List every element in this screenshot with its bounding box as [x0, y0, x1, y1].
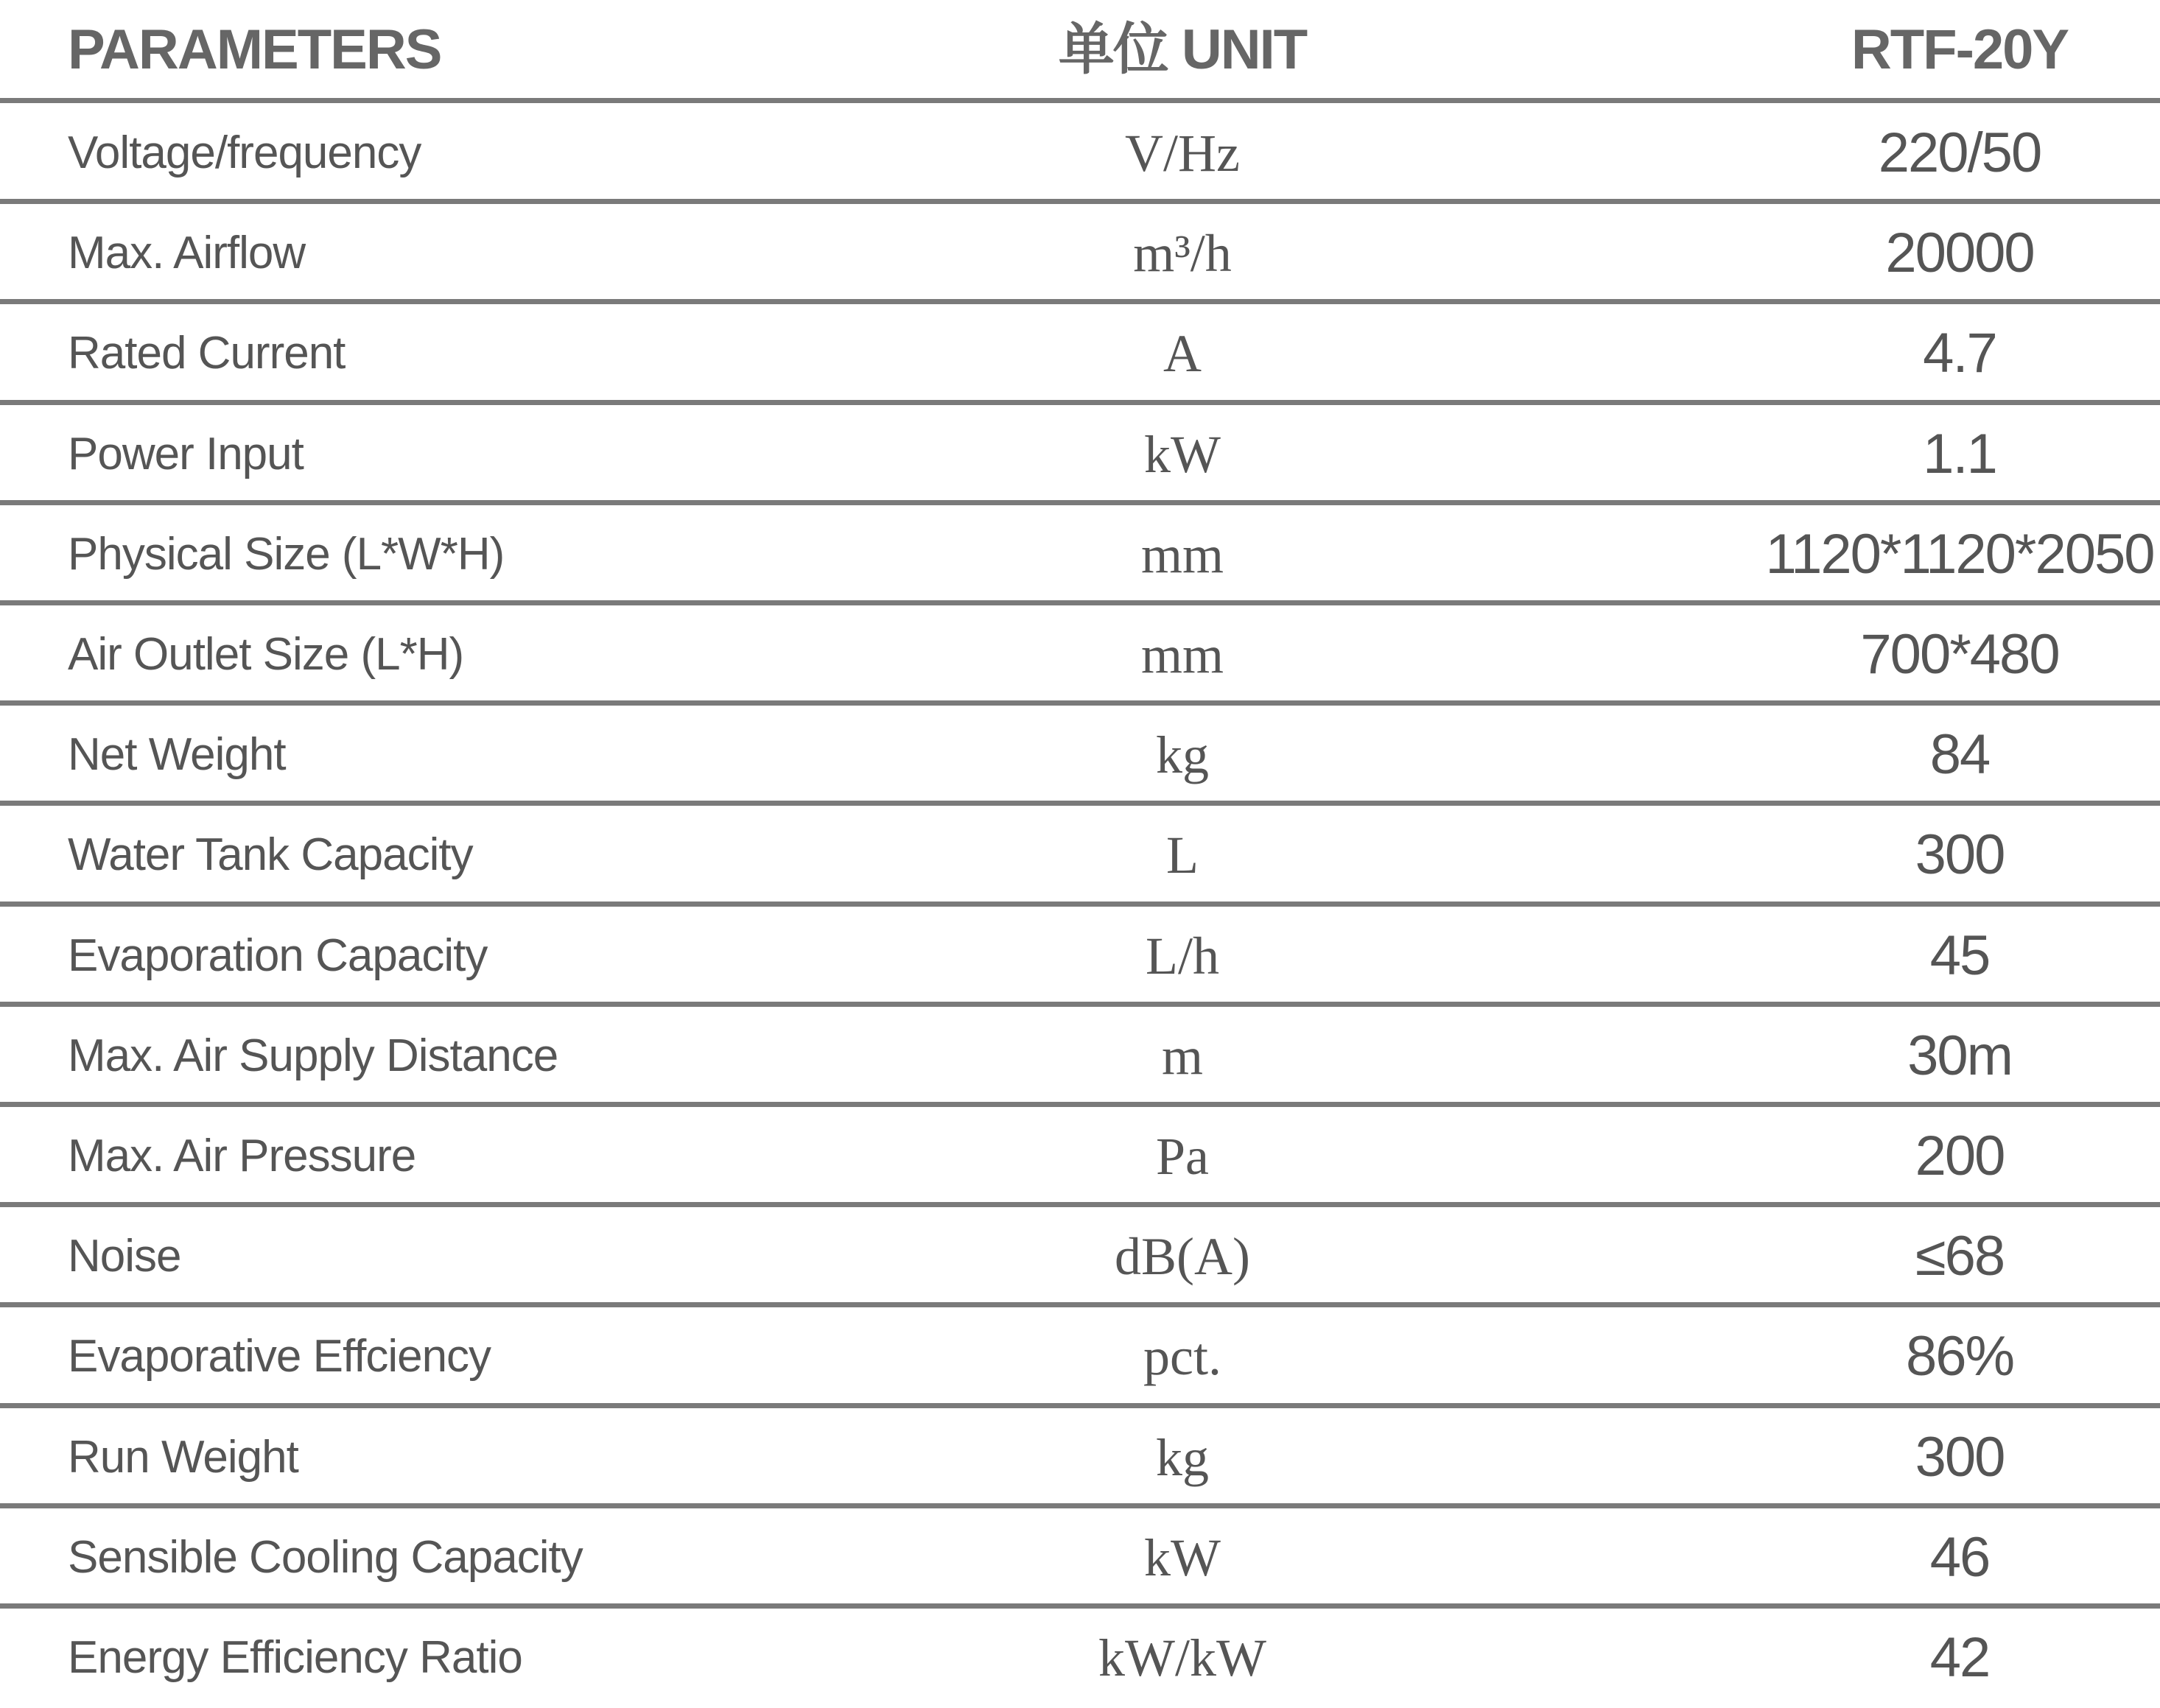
row-divider	[0, 98, 2160, 103]
unit-cell: L/h	[1146, 926, 1219, 985]
unit-cell: kg	[1156, 725, 1209, 785]
table-row	[0, 1508, 2160, 1608]
value-cell: 1120*1120*2050	[1765, 522, 2154, 586]
value-cell: 1.1	[1923, 422, 1996, 485]
header-model: RTF-20Y	[1851, 18, 2069, 81]
table-row	[0, 1106, 2160, 1206]
table-row	[0, 1006, 2160, 1106]
unit-cell: m	[1161, 1026, 1203, 1086]
value-cell: 20000	[1885, 222, 2034, 285]
value-cell: 300	[1915, 823, 2005, 887]
parameter-cell: Evaporative Effciency	[68, 1331, 491, 1382]
value-cell: 200	[1915, 1125, 2005, 1187]
unit-cell: kg	[1156, 1427, 1209, 1487]
table-row	[0, 1608, 2160, 1708]
table-row	[0, 404, 2160, 505]
parameter-cell: Noise	[68, 1231, 181, 1282]
unit-cell: m³/h	[1133, 224, 1232, 284]
value-cell: 300	[1915, 1425, 2005, 1489]
table-row	[0, 1307, 2160, 1407]
value-cell: 84	[1929, 723, 1990, 787]
unit-cell: Pa	[1156, 1127, 1209, 1186]
parameter-cell: Max. Air Pressure	[68, 1131, 416, 1181]
table-row	[0, 605, 2160, 705]
unit-cell: pct.	[1143, 1327, 1221, 1387]
value-cell: 46	[1929, 1525, 1990, 1589]
parameter-cell: Run Weight	[68, 1431, 298, 1483]
table-row	[0, 1206, 2160, 1307]
unit-cell: L	[1166, 826, 1199, 885]
value-cell: ≤68	[1915, 1225, 2005, 1288]
value-cell: 220/50	[1878, 122, 2041, 184]
table-row	[0, 303, 2160, 404]
unit-cell: kW	[1144, 424, 1221, 484]
value-cell: 700*480	[1860, 623, 2059, 686]
parameter-cell: Physical Size (L*W*H)	[68, 528, 505, 580]
table-row	[0, 805, 2160, 905]
parameter-cell: Energy Efficiency Ratio	[68, 1632, 522, 1683]
parameter-cell: Rated Current	[68, 328, 346, 379]
parameter-cell: Max. Air Supply Distance	[68, 1030, 558, 1081]
parameter-cell: Voltage/frequency	[68, 127, 421, 178]
header-unit: 单位 UNIT	[1058, 18, 1307, 81]
unit-cell: kW/kW	[1098, 1628, 1266, 1687]
value-cell: 86%	[1905, 1325, 2014, 1388]
unit-cell: A	[1163, 324, 1202, 384]
unit-cell: V/Hz	[1125, 124, 1240, 183]
unit-cell: mm	[1140, 625, 1224, 684]
unit-cell: kW	[1144, 1528, 1221, 1587]
value-cell: 30m	[1907, 1024, 2012, 1087]
parameter-cell: Net Weight	[68, 729, 286, 781]
parameter-cell: Power Input	[68, 428, 304, 479]
header-parameters: PARAMETERS	[68, 18, 441, 81]
parameter-cell: Max. Airflow	[68, 228, 306, 279]
parameter-cell: Evaporation Capacity	[68, 929, 488, 981]
table-row	[0, 203, 2160, 303]
value-cell: 42	[1929, 1626, 1990, 1689]
table-row	[0, 505, 2160, 605]
unit-cell: dB(A)	[1115, 1227, 1250, 1287]
table-row	[0, 1407, 2160, 1508]
table-row	[0, 906, 2160, 1006]
parameter-cell: Water Tank Capacity	[68, 829, 473, 881]
unit-cell: mm	[1140, 524, 1224, 584]
value-cell: 4.7	[1923, 322, 1996, 385]
parameter-cell: Sensible Cooling Capacity	[68, 1531, 583, 1583]
table-row	[0, 705, 2160, 805]
table-header-row	[0, 0, 2160, 100]
value-cell: 45	[1929, 924, 1990, 987]
table-row	[0, 103, 2160, 203]
parameter-cell: Air Outlet Size (L*H)	[68, 629, 464, 680]
